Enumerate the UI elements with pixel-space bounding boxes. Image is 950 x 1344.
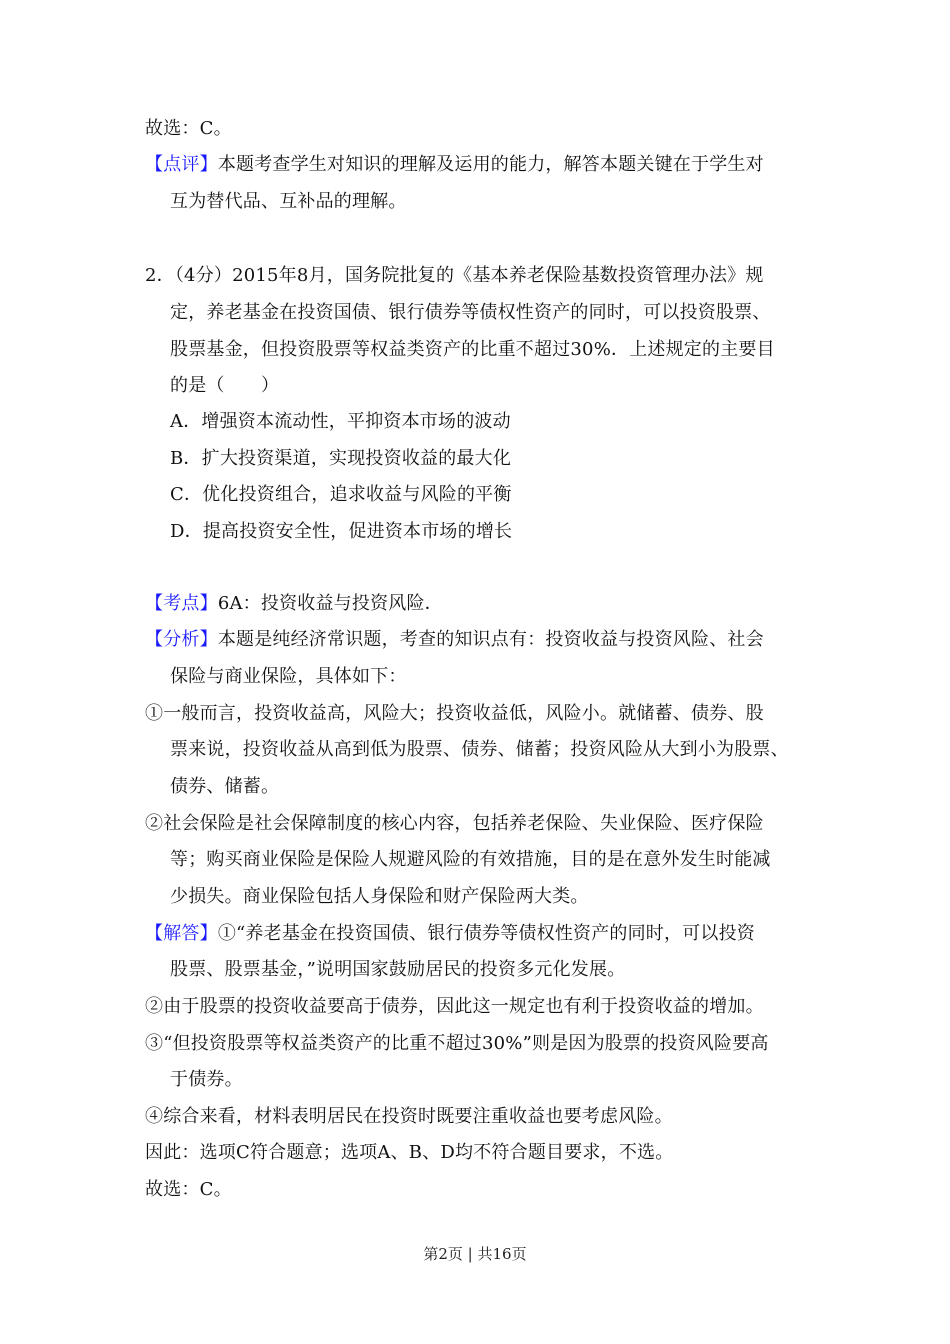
question-stem-line-1: 2．（4分）2015年8月，国务院批复的《基本养老保险基数投资管理办法》规: [145, 265, 764, 286]
fenxi-line-2: 保险与商业保险，具体如下：: [170, 666, 407, 687]
question-stem-line-3: 股票基金，但投资股票等权益类资产的比重不超过30%．上述规定的主要目: [170, 339, 775, 360]
option-a: A．增强资本流动性，平抑资本市场的波动: [170, 411, 511, 432]
fenxi-text: 本题是纯经济常识题，考查的知识点有：投资收益与投资风险、社会: [217, 629, 764, 650]
option-d: D．提高投资安全性，促进资本市场的增长: [170, 521, 513, 542]
review-line-1: [145, 153, 764, 177]
point1-line-1: ①一般而言，投资收益高，风险大；投资收益低，风险小。就储蓄、债券、股: [145, 703, 764, 724]
final-conclusion: 故选：C。: [145, 1179, 232, 1200]
therefore-line: 因此：选项C符合题意；选项A、B、D均不符合题目要求，不选。: [145, 1142, 674, 1163]
option-b: B．扩大投资渠道，实现投资收益的最大化: [170, 448, 512, 469]
point1-line-3: 债券、储蓄。: [170, 776, 280, 797]
review-text: 本题考查学生对知识的理解及运用的能力，解答本题关键在于学生对: [217, 154, 764, 175]
review-line-2: 互为替代品、互补品的理解。: [170, 191, 407, 212]
fenxi-tag: 【分析】: [145, 629, 218, 650]
answer-point-3-line-2: 于债券。: [170, 1069, 243, 1090]
point1-line-2: 票来说，投资收益从高到低为股票、债券、储蓄；投资风险从大到小为股票、: [170, 739, 789, 760]
prev-conclusion: 故选：C。: [145, 118, 232, 139]
answer-point-3-line-1: ③“但投资股票等权益类资产的比重不超过30%”则是因为股票的投资风险要高: [145, 1033, 769, 1054]
question-stem-line-4: 的是（ ）: [170, 375, 280, 396]
kaodian-line: [145, 592, 443, 616]
point2-line-1: ②社会保险是社会保障制度的核心内容，包括养老保险、失业保险、医疗保险: [145, 813, 764, 834]
question-stem-line-2: 定，养老基金在投资国债、银行债券等债权性资产的同时，可以投资股票、: [170, 302, 771, 323]
jieda-text: ①“养老基金在投资国债、银行债券等债权性资产的同时，可以投资: [217, 923, 756, 944]
option-c: C．优化投资组合，追求收益与风险的平衡: [170, 484, 512, 505]
answer-point-4: ④综合来看，材料表明居民在投资时既要注重收益也要考虑风险。: [145, 1106, 673, 1127]
review-tag: 【点评】: [145, 154, 218, 175]
jieda-line-1: [145, 922, 755, 946]
kaodian-tag: 【考点】: [145, 593, 218, 614]
jieda-line-2: 股票、股票基金，”说明国家鼓励居民的投资多元化发展。: [170, 959, 626, 980]
fenxi-line-1: [145, 628, 764, 652]
point2-line-3: 少损失。商业保险包括人身保险和财产保险两大类。: [170, 886, 589, 907]
answer-point-2: ②由于股票的投资收益要高于债券，因此这一规定也有利于投资收益的增加。: [145, 996, 764, 1017]
point2-line-2: 等；购买商业保险是保险人规避风险的有效措施，目的是在意外发生时能减: [170, 849, 771, 870]
jieda-tag: 【解答】: [145, 923, 218, 944]
page-footer: 第2页 | 共16页: [423, 1245, 527, 1263]
kaodian-text: 6A：投资收益与投资风险．: [217, 593, 443, 614]
